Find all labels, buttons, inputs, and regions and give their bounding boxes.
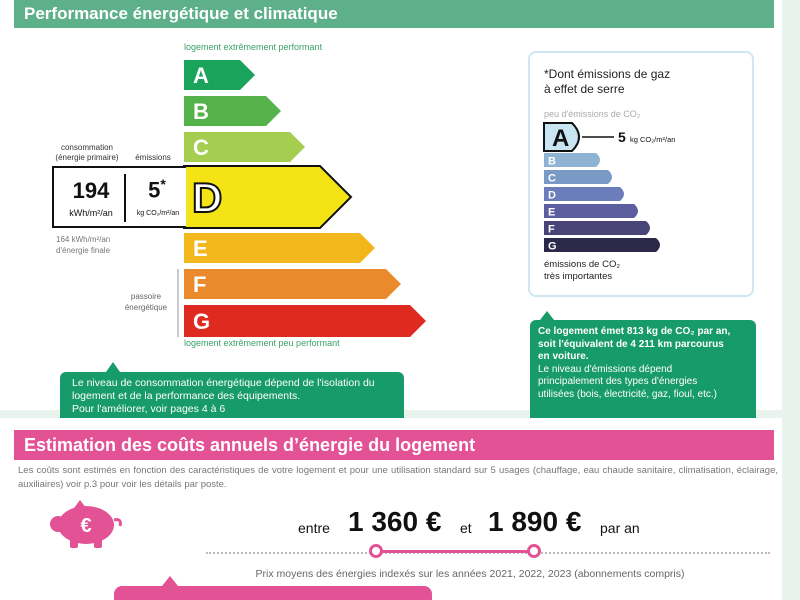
ges-current-unit: kg CO₂/m²/an xyxy=(630,135,676,144)
consumption-unit: kWh/m²/an xyxy=(69,208,113,218)
ges-class-letter-c: C xyxy=(548,172,556,185)
note-extremely-efficient: logement extrêmement performant xyxy=(184,42,323,52)
emissions-value: 5* xyxy=(148,176,166,203)
cost-range-min-dot xyxy=(369,544,383,558)
energy-class-bar-f xyxy=(184,269,401,299)
section-title-costs: Estimation des coûts annuels d’énergie du logement xyxy=(14,430,774,460)
ges-class-bar-e xyxy=(544,204,638,218)
ges-class-bar-d xyxy=(544,187,624,201)
energy-class-letter-a: A xyxy=(193,63,209,88)
cost-range-bar xyxy=(376,550,534,553)
ges-box xyxy=(528,51,754,297)
section-title-energy: Performance énergétique et climatique xyxy=(14,0,774,28)
cost-intro-text: Les coûts sont estimés en fonction des caractéristiques de votre logement et pour une utilisation standard sur 5 usages (chauffage, eau chaude sanitaire, climatisation, éclairage, auxiliaires) voir p.3 pour voir les détails par poste. xyxy=(18,465,778,490)
energy-class-letter-g: G xyxy=(193,309,211,334)
ges-current-value: 5 xyxy=(618,129,626,145)
ges-footer: émissions de CO₂ très importantes xyxy=(544,259,621,282)
ges-title: *Dont émissions de gaz à effet de serre xyxy=(544,67,671,96)
and-label: et xyxy=(460,520,472,536)
ges-class-letter-e: E xyxy=(548,206,556,219)
cost-estimate-panel xyxy=(0,418,782,600)
next-callout-tab xyxy=(114,586,432,600)
ges-class-bar-f xyxy=(544,221,650,235)
consumption-info-callout: Le niveau de consommation énergétique dépend de l'isolation du logement et de la performance des équipements. Pour l'améliorer, voir pages 4 à 6 xyxy=(60,372,404,426)
emissions-unit: kg CO₂/m²/an xyxy=(136,210,180,217)
energy-class-letter-e: E xyxy=(193,236,208,261)
min-cost: 1 360 € xyxy=(348,506,442,537)
energy-class-letter-b: B xyxy=(193,99,209,124)
consumption-value: 194 xyxy=(72,178,110,203)
ges-class-letter-g: G xyxy=(548,240,557,253)
cost-range-max-dot xyxy=(527,544,541,558)
ges-class-bar-g xyxy=(544,238,660,252)
energy-class-bar-e xyxy=(184,233,375,263)
cost-range-row xyxy=(0,504,800,544)
ges-class-letter-d: D xyxy=(548,189,556,202)
energy-class-bar-g xyxy=(184,305,426,337)
emissions-label: émissions xyxy=(135,153,171,162)
consumption-label: consommation (énergie primaire) xyxy=(55,143,119,162)
euro-symbol: € xyxy=(80,515,92,537)
ges-class-letter-a: A xyxy=(552,125,570,152)
energy-class-letter-f: F xyxy=(193,272,207,297)
energy-class-letter-c: C xyxy=(193,135,209,160)
note-extremely-inefficient: logement extrêmement peu performant xyxy=(184,338,340,348)
ges-class-letter-b: B xyxy=(548,155,556,168)
passoire-label: passoire énergétique xyxy=(124,292,168,312)
ges-class-letter-f: F xyxy=(548,223,555,236)
prices-note: Prix moyens des énergies indexés sur les années 2021, 2022, 2023 (abonnements compris) xyxy=(255,568,685,580)
per-year-label: par an xyxy=(600,520,640,536)
max-cost: 1 890 € xyxy=(488,506,582,537)
final-energy-note: 164 kWh/m²/an d'énergie finale xyxy=(56,235,111,255)
consumption-box xyxy=(52,166,186,228)
emissions-info-callout: Ce logement émet 813 kg de CO₂ par an, soit l'équivalent de 4 211 km parcourus en voiture. Le niveau d'émissions dépend principalement des types d'énergies utilisées (bois, électricité, gaz, fioul, etc.) xyxy=(530,320,756,424)
between-label: entre xyxy=(298,520,330,536)
ges-subtitle: peu d'émissions de CO₂ xyxy=(544,109,641,119)
energy-class-letter-d: D xyxy=(192,174,223,221)
